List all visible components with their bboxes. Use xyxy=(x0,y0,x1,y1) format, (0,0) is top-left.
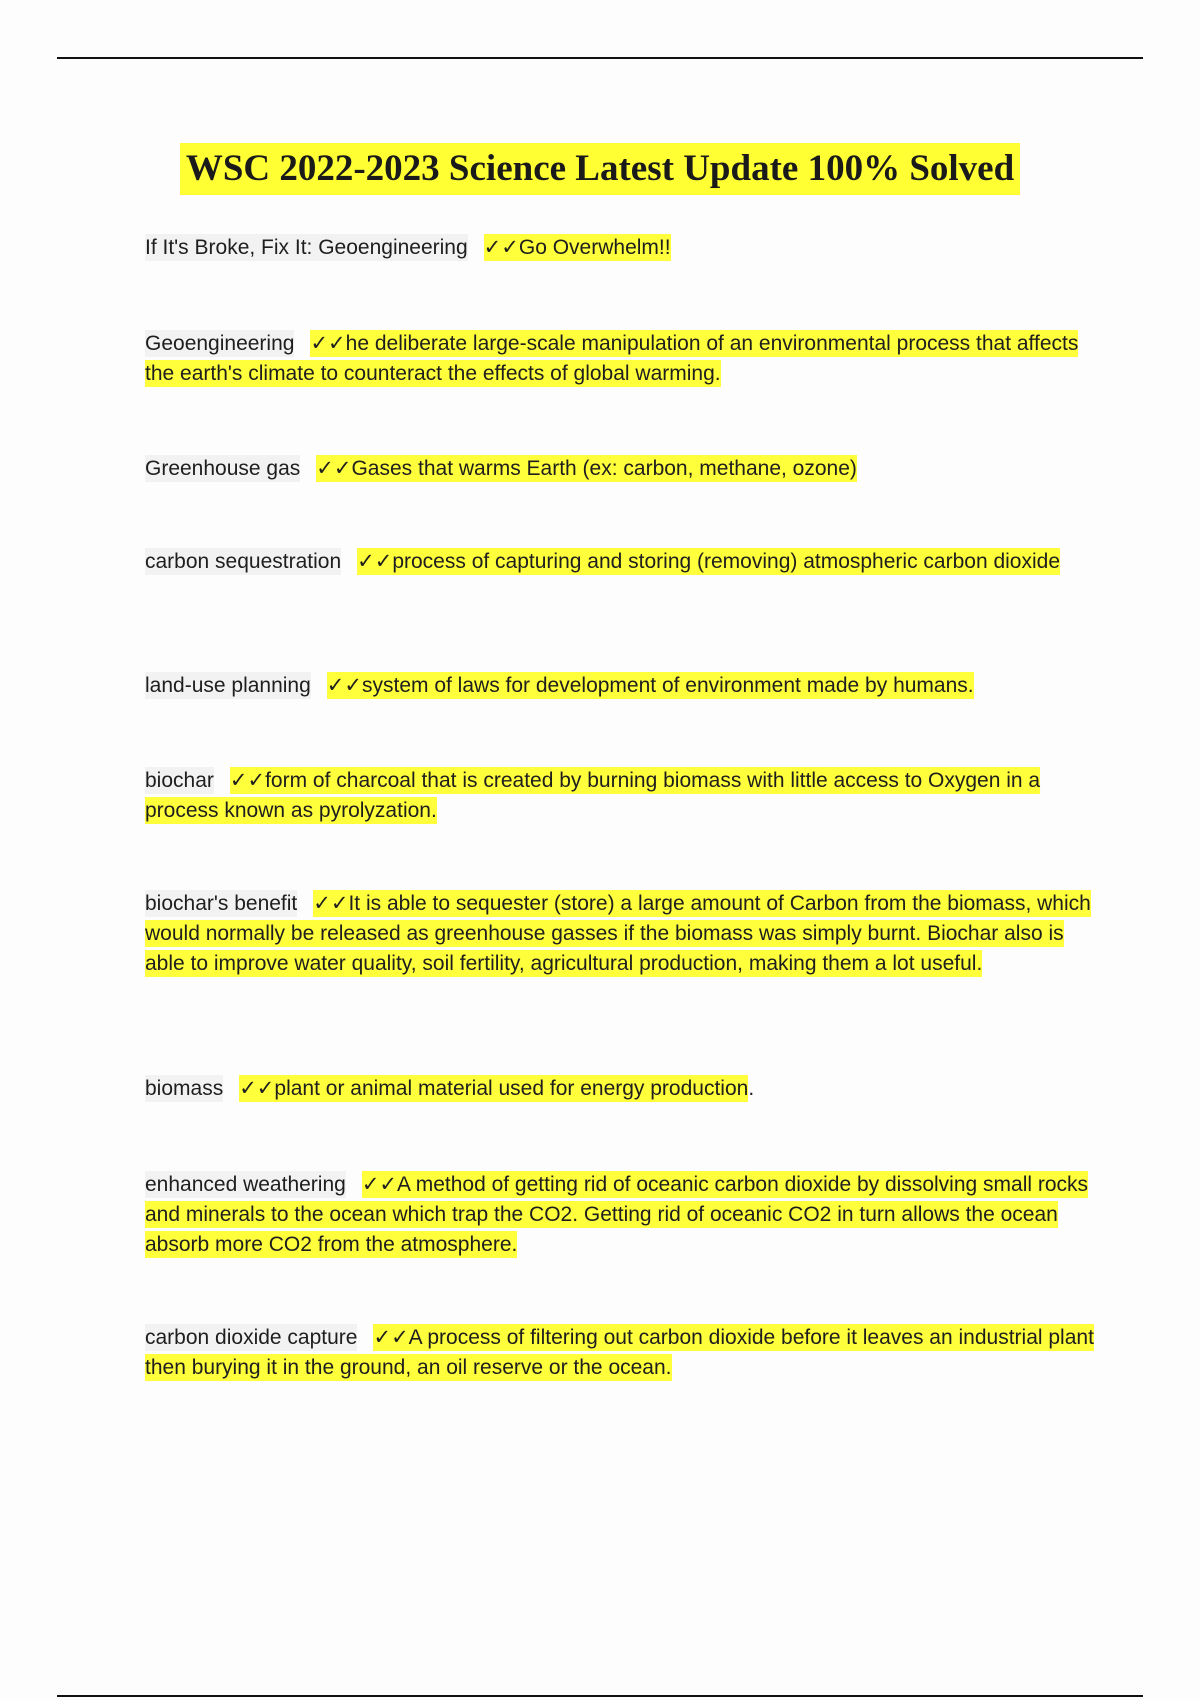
entry-term: carbon dioxide capture xyxy=(145,1326,358,1349)
entry-definition: ✓✓process of capturing and storing (removing) atmospheric carbon dioxide xyxy=(357,550,1061,573)
glossary-entry xyxy=(145,1170,1095,1260)
entry-term: Greenhouse gas xyxy=(145,457,301,480)
glossary-entry xyxy=(145,671,1095,701)
entry-term: land-use planning xyxy=(145,674,311,697)
entry-tail: . xyxy=(748,1077,755,1100)
entry-definition: ✓✓plant or animal material used for energy production xyxy=(239,1077,749,1100)
entry-term: If It's Broke, Fix It: Geoengineering xyxy=(145,236,468,259)
glossary-entry xyxy=(145,329,1095,389)
top-rule xyxy=(57,57,1143,59)
entry-term: Geoengineering xyxy=(145,332,295,355)
entry-term: biomass xyxy=(145,1077,224,1100)
entry-term: enhanced weathering xyxy=(145,1173,346,1196)
glossary-entry xyxy=(145,547,1095,577)
page-title: WSC 2022-2023 Science Latest Update 100% Solved xyxy=(180,143,1020,195)
glossary-entry xyxy=(145,1074,1095,1104)
entry-definition: ✓✓Go Overwhelm!! xyxy=(483,236,671,259)
entry-definition: ✓✓Gases that warms Earth (ex: carbon, methane, ozone) xyxy=(316,457,857,480)
bottom-rule xyxy=(57,1695,1143,1697)
entry-definition: ✓✓A process of filtering out carbon dioxide before it leaves an industrial plant then burying it in the ground, an oil reserve or the ocean. xyxy=(145,1326,1094,1379)
title-block xyxy=(0,143,1200,195)
entry-definition: ✓✓system of laws for development of environment made by humans. xyxy=(326,674,974,697)
entry-definition: ✓✓It is able to sequester (store) a large amount of Carbon from the biomass, which would normally be released as greenhouse gasses if the biomass was simply burnt. Biochar also is able to improve water quality, soil fertility, agricultural production, making them a lot useful. xyxy=(145,892,1091,975)
entry-definition: ✓✓A method of getting rid of oceanic carbon dioxide by dissolving small rocks and minerals to the ocean which trap the CO2. Getting rid of oceanic CO2 in turn allows the ocean absorb more CO2 from the atmosphere. xyxy=(145,1173,1089,1256)
entry-term: biochar xyxy=(145,769,214,792)
glossary-entry xyxy=(145,766,1095,826)
glossary-entry xyxy=(145,889,1095,979)
entry-term: carbon sequestration xyxy=(145,550,342,573)
entry-definition: ✓✓he deliberate large-scale manipulation of an environmental process that affects the earth's climate to counteract the effects of global warming. xyxy=(145,332,1079,385)
glossary-entry xyxy=(145,233,1095,263)
glossary-entry xyxy=(145,454,1095,484)
entry-term: biochar's benefit xyxy=(145,892,298,915)
entry-definition: ✓✓form of charcoal that is created by burning biomass with little access to Oxygen in a process known as pyrolyzation. xyxy=(145,769,1041,822)
glossary-entry xyxy=(145,1323,1095,1383)
